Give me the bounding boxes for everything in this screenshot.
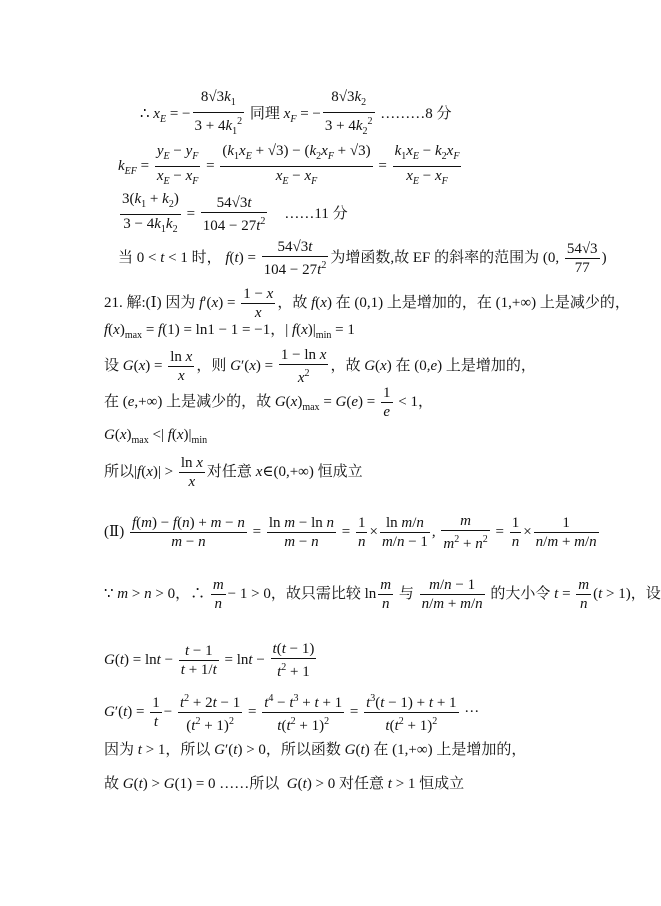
line-12: ∵ m > n > 0，∴ $\frac{m}{n}$ − 1 > 0，故只需比较 ln $\frac{m}{n}$ 与 $\frac{m/n - 1}{n/m + m/n}$ 的大小令 t = $\frac{m}{n}$ (t > 1)，设 bbox=[104, 577, 661, 612]
line-1: ∴ $x_E$ = − $\frac{8√3k_1}{3 + 4k_1^2}$ 同理 $x_F$ = − $\frac{8√3k_2}{3 + 4k_2^2}$ ………8 分 bbox=[140, 89, 452, 137]
line-11: (Ⅱ) $\frac{f(m) - f(n) + m - n}{m - n}$ = $\frac{\text{ln m − ln n}}{m - n}$ = $\frac{1}{n}$ × $\frac{\text{ln m/n}}{m/n - 1}$ , $\frac{m}{m^2 + n^2}$ = $\frac{1}{n}$ × $\frac{1}{n/m + m/n}$ bbox=[104, 513, 597, 552]
line-8: 在 (e,+∞) 上是减少的，故 $G(x)_{max} = G(e)$ = $\frac{1}{e}$ < 1， bbox=[104, 385, 433, 420]
line-9: $G(x)_{max}$ <| $f(x)|_{min}$ bbox=[104, 427, 208, 446]
line-4: 当 0 < t < 1 时， f(t) = $\frac{54√3t}{104 - 27t^2}$ 为增函数,故 EF 的斜率的范围为 (0, $\frac{54√3}{77}$ ) bbox=[118, 239, 607, 278]
line-2: $k_{EF}$ = $\frac{y_E - y_F}{x_E - x_F}$ = $\frac{(k_1x_E + √3) - (k_2x_F + √3)}{x_E - x_F}$ = $\frac{k_1x_E - k_2x_F}{x_E - x_F}$ bbox=[118, 143, 460, 187]
line-3: $\frac{3(k_1 + k_2)}{3 - 4k_1k_2}$ = $\frac{54√3t}{104 - 27t^2}$ ……11 分 bbox=[122, 191, 348, 235]
line-13: G(t) = lnt − $\frac{t - 1}{t + 1/t}$ = lnt − $\frac{t(t - 1)}{t^2 + 1}$ bbox=[104, 641, 315, 680]
line-10: 所以|f(x)| > $\frac{\text{ln x}}{x}$ 对任意 x∈(0,+∞) 恒成立 bbox=[104, 455, 363, 490]
line-14: G′(t) = $\frac{1}{t}$ − $\frac{t^2 + 2t - 1}{(t^2 + 1)^2}$ = $\frac{t^4 - t^3 + t + 1}{t(t^2 + 1)^2}$ = $\frac{t^3(t - 1) + t + 1}{t(t^2 + 1)^2}$ ··· bbox=[104, 690, 479, 735]
line-16: 故 G(t) > G(1) = 0 ……所以 G(t) > 0 对任意 t > 1 恒成立 bbox=[104, 776, 465, 792]
line-15: 因为 t > 1，所以 G′(t) > 0，所以函数 G(t) 在 (1,+∞) 上是增加的， bbox=[104, 742, 527, 758]
line-7: 设 G(x) = $\frac{\text{ln x}}{x}$ ，则 G′(x) = $\frac{\text{1 − ln x}}{x^2}$ ，故 G(x) 在 (0,e) 上是增加的， bbox=[104, 347, 536, 386]
line-5: 21. 解:(Ⅰ) 因为 f′(x) = $\frac{1 - x}{x}$ ，故 f(x) 在 (0,1) 上是增加的，在 (1,+∞) 上是减少的， bbox=[104, 286, 630, 321]
line-6: $f(x)_{max} = f(1) = \ln 1 - 1 = -1$，| $f(x)|_{min} = 1$ bbox=[104, 322, 355, 341]
